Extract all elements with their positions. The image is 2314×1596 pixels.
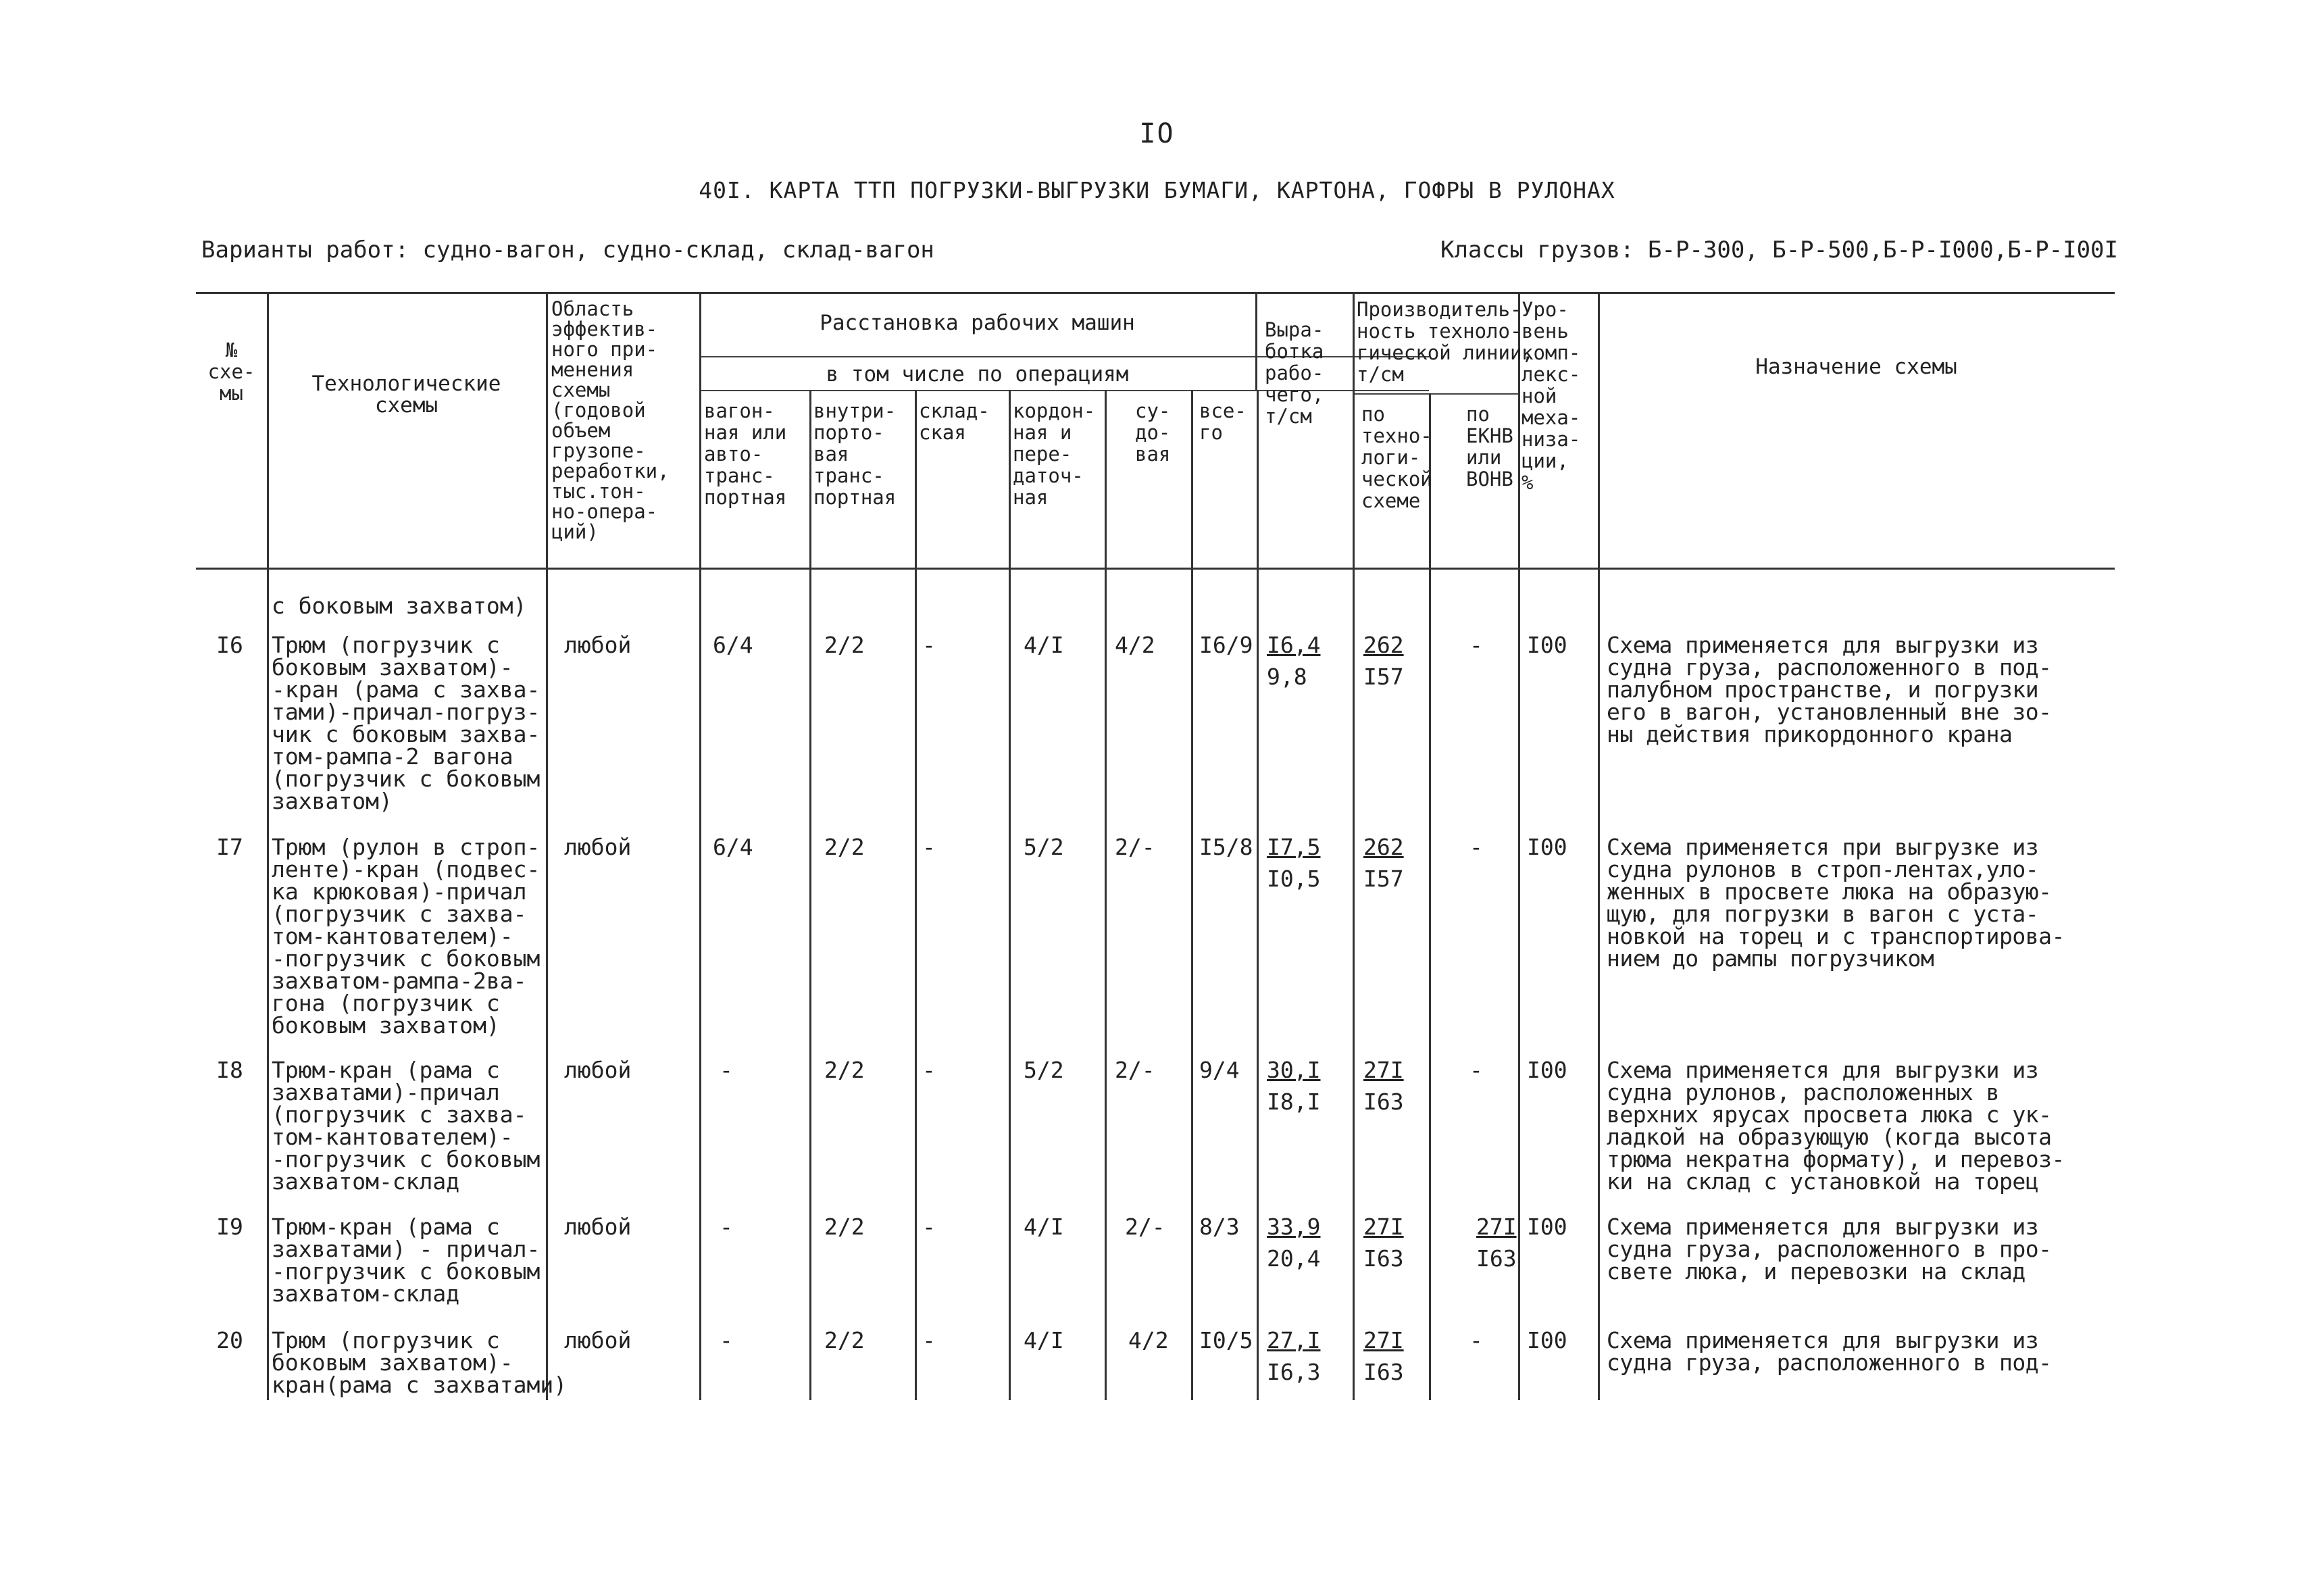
purpose-description: Схема применяется для выгрузки из судна рулонов, расположенных в верхних ярусах просвета люка с ук- ладкой на образующую (когда высота трюма некратна формату), и перевоз- ки на склад с установкой на торец [1607, 1057, 2065, 1195]
scheme-description: Трюм (рулон в строп- ленте)-кран (подвес- ка крюковая)-причал (погрузчик с захва- том-кантователем)- -погрузчик с боковым захватом-рампа-2ва- гона (погрузчик с боковым захватом) [272, 834, 540, 1039]
productivity-eknv-value: 27I [1476, 1214, 1517, 1240]
tt-card-table [196, 292, 2115, 1400]
header-by-operation: в том числе по операциям [826, 362, 1129, 386]
header-op-total: все- го [1199, 399, 1247, 444]
purpose-description: Схема применяется при выгрузке из судна рулонов в строп-лентах,уло- женных в просвете люка на образую- щую, для погрузки в вагон с уста- новкой на торец и с транспортирова- нием до рампы погрузчиком [1607, 834, 2065, 972]
purpose-description: Схема применяется для выгрузки из судна груза, расположенного в под- палубном пространстве, и погрузки его в вагон, установленный вне зо- ны действия прикордонного крана [1607, 632, 2052, 747]
header-output: Выра- ботка рабо- чего, т/см [1265, 318, 1324, 428]
productivity-tech-second: I57 [1363, 664, 1404, 690]
op-ship-value: 2/- [1115, 1057, 1155, 1083]
header-placement: Расстановка рабочих машин [820, 311, 1135, 335]
mechanization-level-value: I00 [1527, 632, 1567, 658]
op-intra-value: 2/2 [824, 1214, 865, 1240]
cargo-classes: Классы грузов: Б-Р-300, Б-Р-500,Б-Р-I000,Б-Р-I00I [1440, 236, 2118, 264]
op-wagon-value: - [720, 1214, 733, 1240]
header-area: Область эффектив- ного при- менения схемы (годовой объем грузопе- реработки, тыс.тон- но-опера- ций) [551, 297, 670, 543]
purpose-description: Схема применяется для выгрузки из судна груза, расположенного в про- свете люка, и перевозки на склад [1607, 1214, 2052, 1285]
productivity-tech-value: 27I [1363, 1327, 1404, 1353]
productivity-tech-value: 27I [1363, 1214, 1404, 1240]
header-purpose: Назначение схемы [1755, 355, 1957, 379]
output-shift-value: 30,I [1267, 1057, 1321, 1083]
row-number: I8 [216, 1057, 243, 1083]
header-op-storage: склад- ская [919, 399, 990, 444]
row-number: I7 [216, 834, 243, 860]
output-second-value: 20,4 [1267, 1245, 1321, 1272]
productivity-eknv-value: - [1469, 632, 1483, 658]
op-wagon-value: - [720, 1327, 733, 1353]
header-op-cordon: кордон- ная и пере- даточ- ная [1013, 399, 1096, 509]
mechanization-level-value: I00 [1527, 834, 1567, 860]
output-shift-value: I6,4 [1267, 632, 1321, 658]
row-number: 20 [216, 1327, 243, 1353]
op-wagon-value: 6/4 [713, 632, 753, 658]
op-total-value: I6/9 [1199, 632, 1253, 658]
op-ship-value: 2/- [1115, 834, 1155, 860]
scheme-description: Трюм (погрузчик с боковым захватом)- кран(рама с захватами) [272, 1327, 568, 1398]
header-op-intra: внутри- порто- вая транс- портная [813, 399, 897, 509]
page-number: IO [1139, 118, 1175, 149]
op-cordon-value: 5/2 [1024, 1057, 1064, 1083]
header-prod-eknv: по ЕКНВ или ВОНВ [1466, 403, 1513, 491]
work-variants: Варианты работ: судно-вагон, судно-склад, склад-вагон [201, 236, 934, 264]
output-second-value: I8,I [1267, 1089, 1321, 1115]
op-total-value: I0/5 [1199, 1327, 1253, 1353]
op-intra-value: 2/2 [824, 632, 865, 658]
productivity-tech-second: I63 [1363, 1089, 1404, 1115]
document-title: 40I. КАРТА ТТП ПОГРУЗКИ-ВЫГРУЗКИ БУМАГИ, КАРТОНА, ГОФРЫ В РУЛОНАХ [699, 177, 1615, 203]
application-area: любой [564, 834, 632, 860]
scheme-description: Трюм (погрузчик с боковым захватом)- -кран (рама с захва- тами)-причал-погруз- чик с боковым захва- том-рампа-2 вагона (погрузчик с боковым захватом) [272, 632, 540, 814]
row-number: I6 [216, 632, 243, 658]
productivity-eknv-value: - [1469, 834, 1483, 860]
productivity-tech-value: 262 [1363, 834, 1404, 860]
op-cordon-value: 4/I [1024, 1327, 1064, 1353]
op-storage-value: - [922, 834, 936, 860]
output-shift-value: 27,I [1267, 1327, 1321, 1353]
productivity-tech-second: I63 [1363, 1359, 1404, 1385]
op-total-value: 9/4 [1199, 1057, 1240, 1083]
mechanization-level-value: I00 [1527, 1057, 1567, 1083]
scheme-description: Трюм-кран (рама с захватами) - причал- -погрузчик с боковым захватом-склад [272, 1214, 540, 1307]
header-op-wagon: вагон- ная или авто- транс- портная [704, 399, 787, 509]
purpose-description: Схема применяется для выгрузки из судна груза, расположенного в под- [1607, 1327, 2052, 1376]
header-mechanization-level: Уро- вень комп- лекс- ной меха- низа- ции, % [1521, 298, 1581, 494]
application-area: любой [564, 1057, 632, 1083]
op-storage-value: - [922, 1327, 936, 1353]
op-cordon-value: 5/2 [1024, 834, 1064, 860]
op-ship-value: 2/- [1125, 1214, 1165, 1240]
op-ship-value: 4/2 [1115, 632, 1155, 658]
op-intra-value: 2/2 [824, 1057, 865, 1083]
productivity-tech-second: I63 [1363, 1245, 1404, 1272]
row-number: I9 [216, 1214, 243, 1240]
op-cordon-value: 4/I [1024, 1214, 1064, 1240]
productivity-tech-second: I57 [1363, 866, 1404, 892]
op-storage-value: - [922, 1057, 936, 1083]
output-shift-value: 33,9 [1267, 1214, 1321, 1240]
continuation-text: с боковым захватом) [272, 593, 527, 619]
productivity-eknv-second: I63 [1476, 1245, 1517, 1272]
output-second-value: 9,8 [1267, 664, 1307, 690]
op-cordon-value: 4/I [1024, 632, 1064, 658]
productivity-eknv-value: - [1469, 1057, 1483, 1083]
header-scheme: Технологические схемы [311, 372, 501, 418]
application-area: любой [564, 1327, 632, 1353]
header-productivity: Производитель- ность техноло- гической линии, т/см [1357, 298, 1534, 386]
op-ship-value: 4/2 [1128, 1327, 1169, 1353]
op-intra-value: 2/2 [824, 1327, 865, 1353]
header-prod-tech: по техно- логи- ческой схеме [1361, 403, 1432, 512]
output-second-value: I0,5 [1267, 866, 1321, 892]
productivity-tech-value: 262 [1363, 632, 1404, 658]
op-intra-value: 2/2 [824, 834, 865, 860]
op-wagon-value: 6/4 [713, 834, 753, 860]
op-wagon-value: - [720, 1057, 733, 1083]
productivity-eknv-value: - [1469, 1327, 1483, 1353]
output-shift-value: I7,5 [1267, 834, 1321, 860]
application-area: любой [564, 1214, 632, 1240]
productivity-tech-value: 27I [1363, 1057, 1404, 1083]
mechanization-level-value: I00 [1527, 1214, 1567, 1240]
op-total-value: 8/3 [1199, 1214, 1240, 1240]
output-second-value: I6,3 [1267, 1359, 1321, 1385]
op-storage-value: - [922, 1214, 936, 1240]
op-storage-value: - [922, 632, 936, 658]
header-op-ship: су- до- вая [1135, 399, 1171, 466]
op-total-value: I5/8 [1199, 834, 1253, 860]
mechanization-level-value: I00 [1527, 1327, 1567, 1353]
application-area: любой [564, 632, 632, 658]
header-number: № схе- мы [207, 339, 255, 405]
scheme-description: Трюм-кран (рама с захватами)-причал (погрузчик с захва- том-кантователем)- -погрузчик с боковым захватом-склад [272, 1057, 540, 1195]
